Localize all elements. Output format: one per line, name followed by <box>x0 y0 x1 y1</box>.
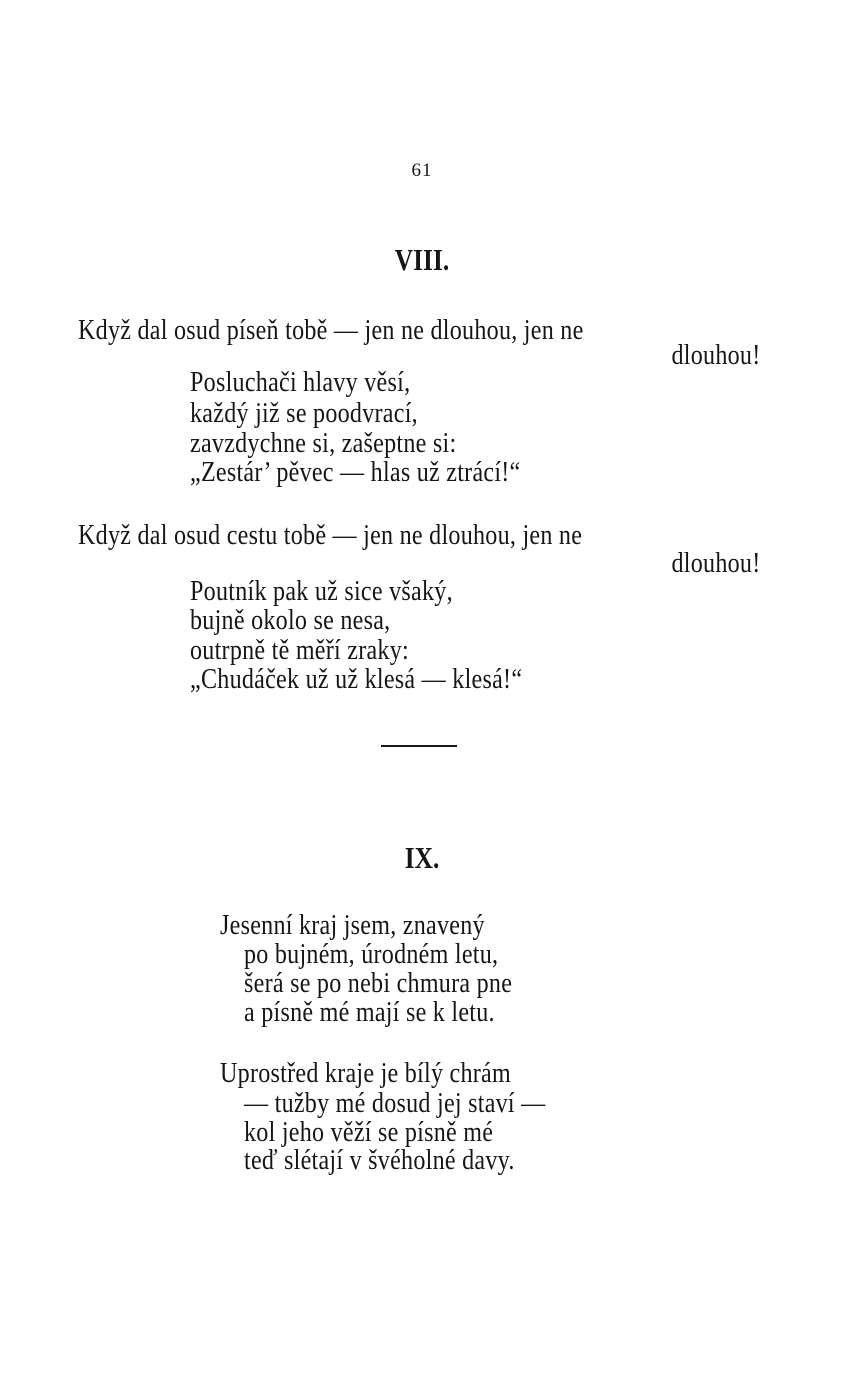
poem-line: a písně mé mají se k letu. <box>244 997 495 1028</box>
section-heading-ix: IX. <box>404 840 440 875</box>
poem-line: kol jeho věží se písně mé <box>244 1117 494 1148</box>
poem-line: „Chudáček už už klesá — klesá!“ <box>190 664 523 695</box>
poem-line-continuation: dlouhou! <box>671 548 761 579</box>
poem-line: bujně okolo se nesa, <box>190 605 391 636</box>
poem-line: — tužby mé dosud jej staví — <box>244 1088 546 1119</box>
poem-line: „Zestár’ pěvec — hlas už ztrácí!“ <box>190 457 521 488</box>
poem-line: po bujném, úrodném letu, <box>244 939 499 970</box>
poem-line: zavzdychne si, zašeptne si: <box>190 428 457 459</box>
poem-line: Jesenní kraj jsem, znavený <box>220 910 485 941</box>
section-divider <box>381 745 457 747</box>
poem-line-continuation: dlouhou! <box>671 340 761 371</box>
section-heading-viii: VIII. <box>394 242 450 277</box>
poem-line: outrpně tě měří zraky: <box>190 635 409 666</box>
poem-line: Posluchači hlavy věsí, <box>190 367 411 398</box>
poem-line: Když dal osud píseň tobě — jen ne dlouhou, jen ne <box>78 315 584 346</box>
poem-line: Uprostřed kraje je bílý chrám <box>220 1058 511 1089</box>
poem-line: Když dal osud cestu tobě — jen ne dlouhou, jen ne <box>78 520 583 551</box>
poem-line: teď slétají v švéholné davy. <box>244 1145 515 1176</box>
poem-line: šerá se po nebi chmura pne <box>244 968 513 999</box>
poem-line: Poutník pak už sice všaký, <box>190 576 453 607</box>
page-number: 61 <box>411 160 433 181</box>
poem-line: každý již se poodvrací, <box>190 398 418 429</box>
